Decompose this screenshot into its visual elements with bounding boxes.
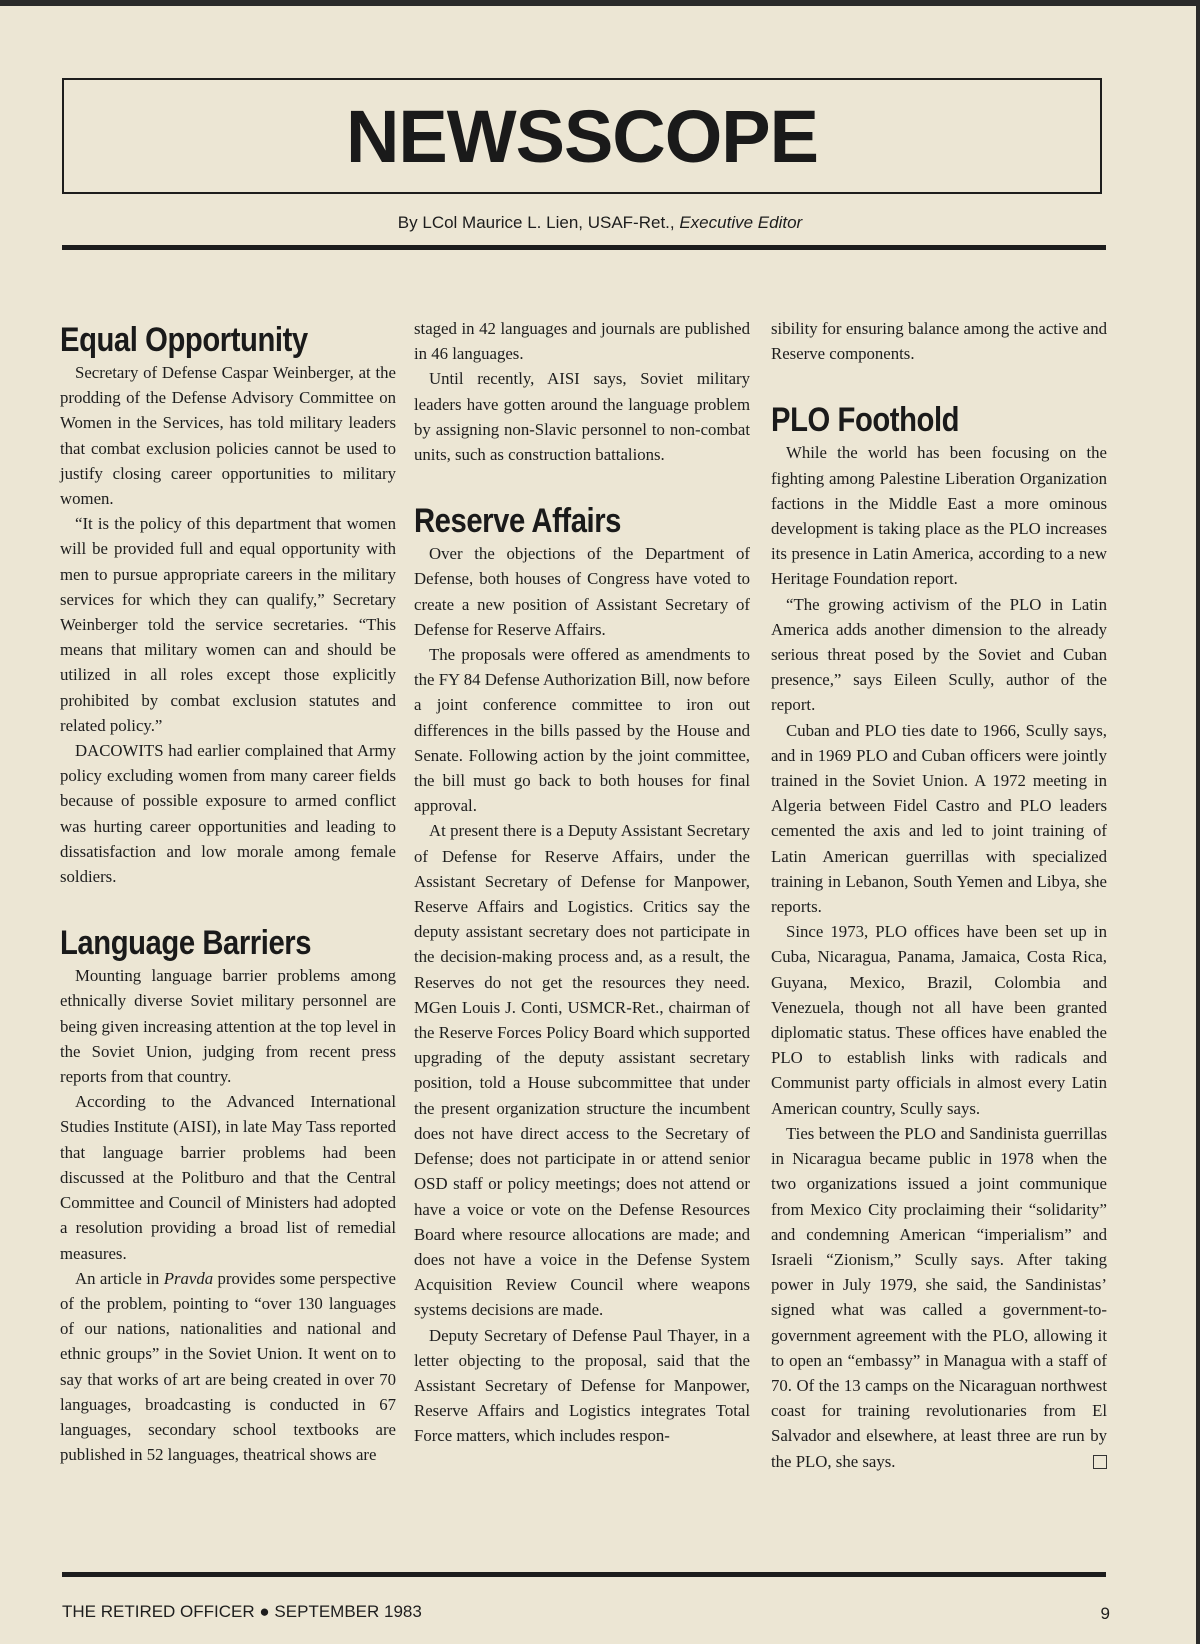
heading-plo-foothold: PLO Foothold xyxy=(771,401,960,440)
masthead-box xyxy=(62,78,1102,194)
masthead-title: NEWSSCOPE xyxy=(345,94,819,178)
byline-author: By LCol Maurice L. Lien, USAF-Ret., xyxy=(397,213,680,232)
heading-language-barriers: Language Barriers xyxy=(60,924,312,963)
pravda-title: Pravda xyxy=(163,1268,214,1288)
paragraph: Over the objections of the Department of Defense, both houses of Congress have voted to create a new position of Assistant Secretary of Defense for Reserve Affairs. xyxy=(414,544,750,639)
header-rule xyxy=(62,245,1106,250)
top-scan-edge xyxy=(0,0,1200,6)
paragraph: Cuban and PLO ties date to 1966, Scully says, and in 1969 PLO and Cuban officers were jointly trained in the Soviet Union. A 1972 meeting in Algeria between Fidel Castro and PLO leaders cemented the axis and led to joint training of Latin American guerrillas with specialized training in Lebanon, South Yemen and Libya, she reports. xyxy=(771,720,1107,917)
paragraph: While the world has been focusing on the fighting among Palestine Liberation Organization factions in the Middle East a more ominous development is taking place as the PLO increases its presence in Latin America, according to a new Heritage Foundation report. xyxy=(771,443,1107,589)
paragraph: DACOWITS had earlier complained that Army policy excluding women from many career fields because of possible exposure to armed conflict was hurting career opportunities and leading to dissatisfaction and low morale among female soldiers. xyxy=(60,741,396,887)
paragraph: Since 1973, PLO offices have been set up in Cuba, Nicaragua, Panama, Jamaica, Costa Rica, Guyana, Mexico, Brazil, Colombia and Venezuela, though not all have been granted diplomatic status. These offices have enabled the PLO to establish links with radicals and Communist party officials in almost every Latin American country, Scully says. xyxy=(771,922,1107,1118)
byline-role: Executive Editor xyxy=(679,213,803,232)
heading-reserve-affairs: Reserve Affairs xyxy=(414,502,622,541)
paragraph: “The growing activism of the PLO in Latin America adds another dimension to the already serious threat posed by the Soviet and Cuban presence,” says Eileen Scully, author of the report. xyxy=(771,594,1107,715)
right-scan-edge xyxy=(1196,0,1200,1644)
paragraph: “It is the policy of this department that women will be provided full and equal opportunity with men to pursue appropriate careers in the military services for which they can qualify,” Secretary Weinberger told the service secretaries. “This means that military women can and should be utilized in all roles except those explicitly prohibited by combat exclusion statutes and related policy.” xyxy=(60,514,396,735)
paragraph-continued: staged in 42 languages and journals are published in 46 languages. xyxy=(414,319,750,364)
column-1 xyxy=(60,316,396,1467)
paragraph: Mounting language barrier problems among ethnically diverse Soviet military personnel are being given increasing attention at the top level in the Soviet Union, judging from recent press reports from that country. xyxy=(60,966,396,1087)
paragraph: Until recently, AISI says, Soviet military leaders have gotten around the language problem by assigning non-Slavic personnel to non-combat units, such as construction battalions. xyxy=(414,369,750,465)
paragraph: Secretary of Defense Caspar Weinberger, at the prodding of the Defense Advisory Committee on Women in the Services, has told military leaders that combat exclusion policies cannot be used to justify closing career opportunities to military women. xyxy=(60,363,396,509)
paragraph: At present there is a Deputy Assistant Secretary of Defense for Reserve Affairs, under the Assistant Secretary of Defense for Manpower, Reserve Affairs and Logistics. Critics say the deputy assistant secretary does not participate in the decision-making process and, as a result, the Reserves do not get the resources they need. MGen Louis J. Conti, USMCR-Ret., chairman of the Reserve Forces Policy Board which supported upgrading of the deputy assistant secretary position, told a House subcommittee that under the present organization structure the incumbent does not have direct access to the Secretary of Defense; does not participate in or attend senior OSD staff or policy meetings; does not attend or have a voice or vote on the Defense Resources Board where resource allocations are made; and does not have a voice in the Defense System Acquisition Review Council where weapons systems decisions are made. xyxy=(414,821,750,1320)
paragraph-continued: sibility for ensuring balance among the active and Reserve components. xyxy=(771,319,1107,364)
footer-publication: THE RETIRED OFFICER ● SEPTEMBER 1983 xyxy=(62,1602,422,1621)
page-number: 9 xyxy=(1100,1604,1110,1623)
paragraph-pravda: An article in Pravda provides some perspective of the problem, pointing to “over 130 languages of our nations, nationalities and national and ethnic groups” in the Soviet Union. It went on to say that works of art are being created in over 70 languages, broadcasting is conducted in 67 languages, secondary school textbooks are published in 52 languages, theatrical shows are xyxy=(60,1268,396,1465)
byline xyxy=(0,213,1200,233)
paragraph-final: Ties between the PLO and Sandinista guerrillas in Nicaragua became public in 1978 when the two organizations issued a joint communique from Mexico City proclaiming their “solidarity” and condemning American “imperialism” and Israeli “Zionism,” Scully says. After taking power in July 1979, she said, the Sandinistas’ signed what was called a government-to-government agreement with the PLO, allowing it to open an “embassy” in Managua with a staff of 70. Of the 13 camps on the Nicaraguan northwest coast for training revolutionaries from El Salvador and elsewhere, at least three are run by the PLO, she says. xyxy=(771,1123,1107,1471)
column-2 xyxy=(414,316,750,1449)
footer-bullet: ● xyxy=(259,1602,270,1621)
heading-equal-opportunity: Equal Opportunity xyxy=(60,321,308,359)
paragraph: Deputy Secretary of Defense Paul Thayer, in a letter objecting to the proposal, said that the Assistant Secretary of Defense for Manpower, Reserve Affairs and Logistics integrates Total Force matters, which includes respon- xyxy=(414,1325,750,1446)
end-of-article-box-icon xyxy=(1093,1455,1107,1469)
paragraph: According to the Advanced International Studies Institute (AISI), in late May Tass reported that language barrier problems had been discussed at the Politburo and that the Central Committee and Council of Ministers had adopted a resolution providing a broad list of remedial measures. xyxy=(60,1092,396,1263)
paragraph: The proposals were offered as amendments to the FY 84 Defense Authorization Bill, now before a joint conference committee to iron out differences in the bills passed by the House and Senate. Following action by the joint committee, the bill must go back to both houses for final approval. xyxy=(414,645,750,816)
column-3 xyxy=(771,316,1107,1474)
footer-rule xyxy=(62,1572,1106,1577)
